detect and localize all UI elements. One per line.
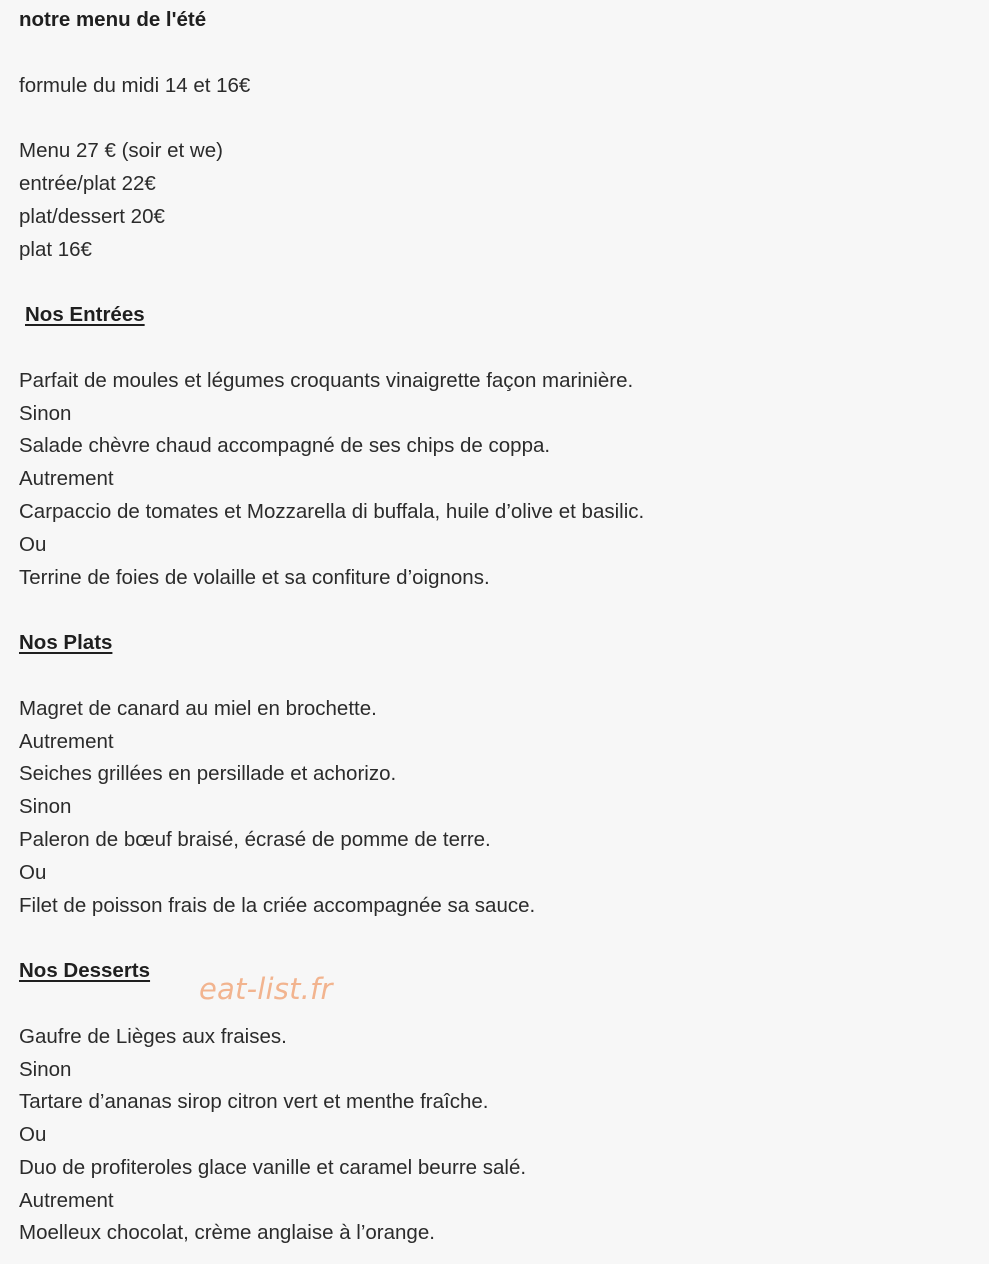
section-heading-desserts: Nos Desserts (19, 959, 151, 983)
spacer (19, 594, 969, 627)
menu-item: Filet de poisson frais de la criée accompagnée sa sauce. (19, 893, 536, 917)
menu-item: Magret de canard au miel en brochette. (19, 696, 377, 720)
spacer (19, 102, 969, 135)
price-line: plat/dessert 20€ (19, 204, 165, 228)
menu-item: Seiches grillées en persillade et achorizo. (19, 762, 397, 786)
menu-connector: Ou (19, 860, 47, 884)
menu-connector: Autrement (19, 1188, 114, 1212)
menu-title: notre menu de l'été (19, 8, 207, 31)
section-heading-entrees: Nos Entrées (25, 303, 145, 327)
menu-item: Duo de profiteroles glace vanille et caramel beurre salé. (19, 1155, 527, 1179)
lunch-formula: formule du midi 14 et 16€ (19, 73, 251, 97)
section-heading-plats: Nos Plats (19, 631, 113, 655)
menu-connector: Sinon (19, 401, 72, 425)
menu-item: Tartare d’ananas sirop citron vert et menthe fraîche. (19, 1090, 489, 1114)
menu-item: Carpaccio de tomates et Mozzarella di buffala, huile d’olive et basilic. (19, 499, 645, 523)
menu-item: Moelleux chocolat, crème anglaise à l’orange. (19, 1221, 435, 1245)
menu-document (19, 4, 969, 1250)
spacer (19, 922, 969, 955)
menu-connector: Sinon (19, 795, 72, 819)
price-line: plat 16€ (19, 237, 92, 261)
watermark: eat-list.fr (199, 972, 333, 1006)
spacer (19, 660, 969, 693)
spacer (19, 37, 969, 70)
price-line: Menu 27 € (soir et we) (19, 139, 223, 163)
price-line: entrée/plat 22€ (19, 171, 156, 195)
menu-connector: Autrement (19, 729, 114, 753)
spacer (19, 266, 969, 299)
menu-item: Terrine de foies de volaille et sa confiture d’oignons. (19, 565, 490, 589)
menu-item: Salade chèvre chaud accompagné de ses chips de coppa. (19, 434, 551, 458)
spacer (19, 988, 969, 1021)
menu-item: Paleron de bœuf braisé, écrasé de pomme de terre. (19, 827, 491, 851)
menu-connector: Sinon (19, 1057, 72, 1081)
menu-connector: Autrement (19, 467, 114, 491)
menu-item: Gaufre de Lièges aux fraises. (19, 1024, 287, 1048)
spacer (19, 332, 969, 365)
menu-connector: Ou (19, 1123, 47, 1147)
menu-connector: Ou (19, 532, 47, 556)
menu-item: Parfait de moules et légumes croquants vinaigrette façon marinière. (19, 368, 634, 392)
